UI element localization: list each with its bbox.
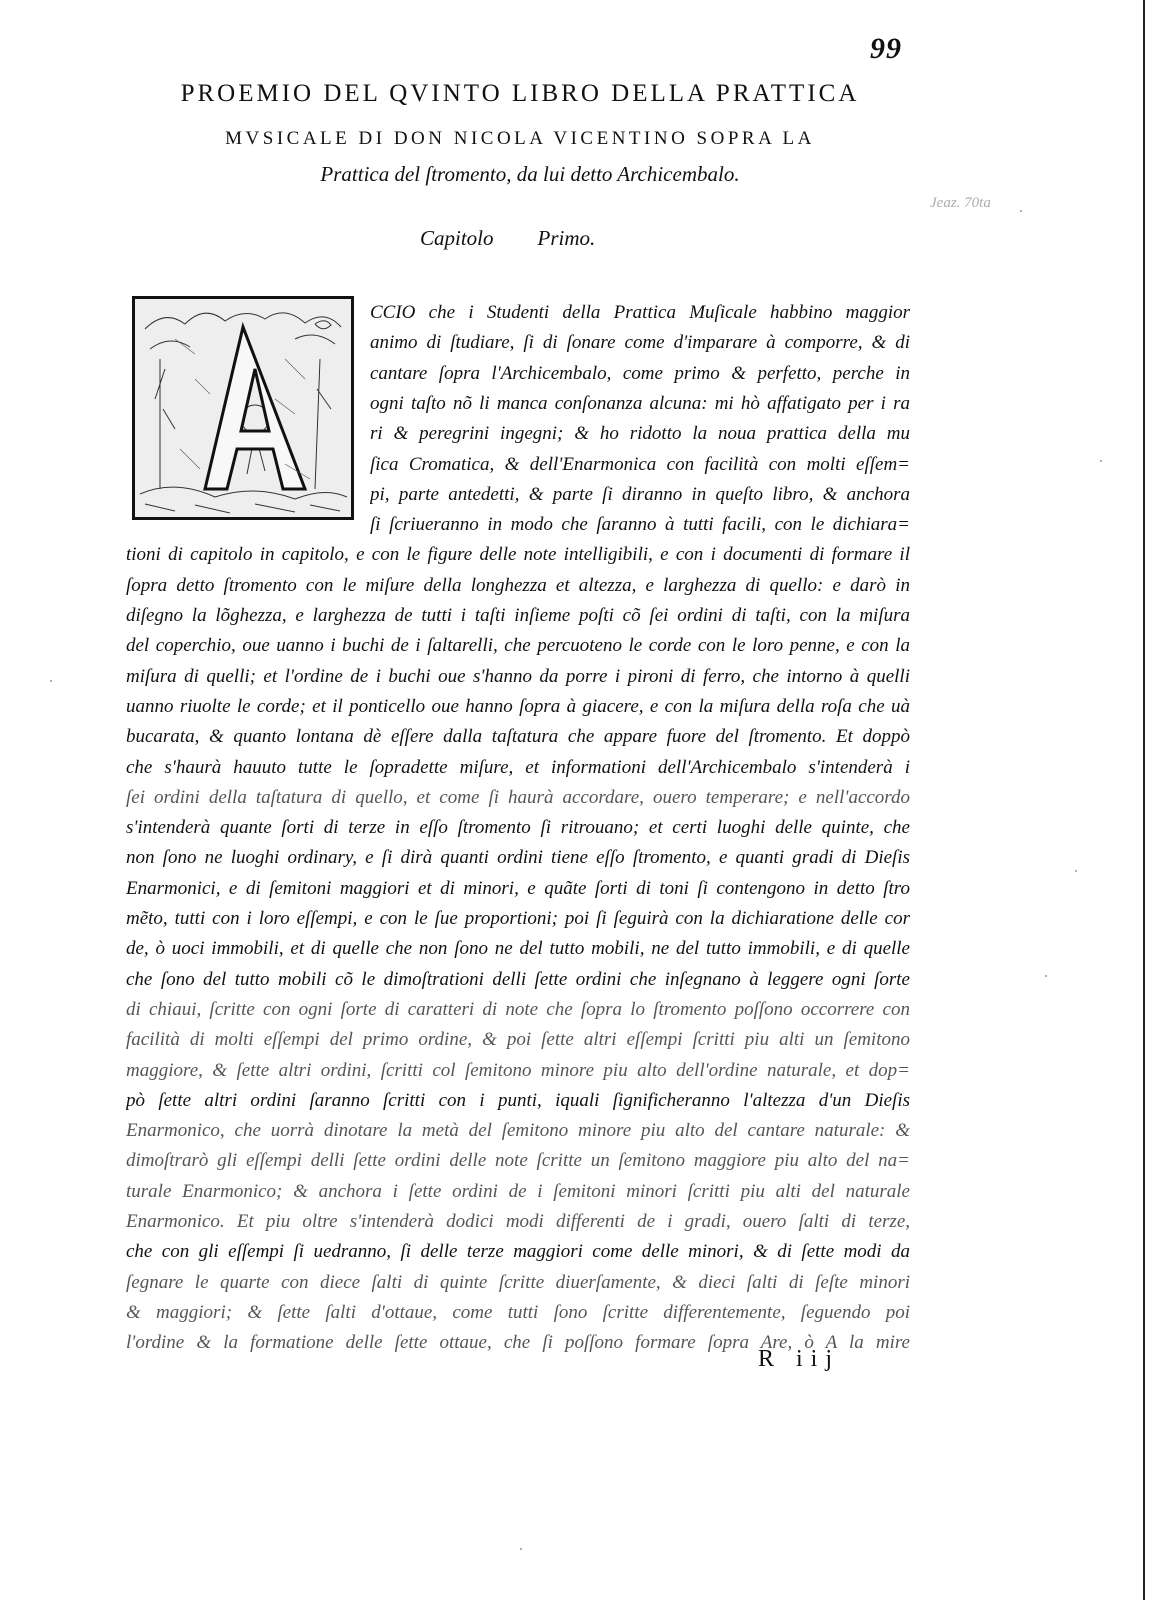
body-line: bucarata, & quanto lontana dè eſſere dalla taſtatura che appare fuore del ſtromento. Et doppò bbox=[126, 726, 910, 747]
body-line: l'ordine & la formatione delle ſette ottaue, che ſi poſſono formare ſopra Are, ò A la mire bbox=[126, 1332, 910, 1353]
chapter-heading bbox=[420, 226, 595, 251]
body-line: non ſono ne luoghi ordinary, e ſi dirà quanti ordini tiene eſſo ſtromento, e quanti gradi di Dieſis bbox=[126, 847, 910, 868]
scan-speck bbox=[50, 680, 52, 682]
page-number: 99 bbox=[870, 32, 902, 65]
scan-speck bbox=[1100, 460, 1102, 462]
body-line: & maggiori; & ſette ſalti d'ottaue, come tutti ſono ſcritte differentemente, ſeguendo poi bbox=[126, 1302, 910, 1323]
scan-edge-line bbox=[1143, 0, 1145, 1600]
body-line: mẽto, tutti con i loro eſſempi, e con le ſue proportioni; poi ſi ſeguirà con la dichiaratione delle cor bbox=[126, 908, 910, 929]
body-line: pò ſette altri ordini ſaranno ſcritti con i punti, iquali ſignificheranno l'altezza d'un Dieſis bbox=[126, 1090, 910, 1111]
body-line: miſura di quelli; et l'ordine de i buchi oue s'hanno da porre i pironi di ferro, che intorno à quelli bbox=[126, 666, 910, 687]
scan-speck bbox=[1020, 210, 1022, 212]
body-line: tioni di capitolo in capitolo, e con le figure delle note intelligibili, e con i documenti di formare il bbox=[126, 544, 910, 565]
chapter-word: Capitolo bbox=[420, 226, 494, 250]
body-line: pi, parte antedetti, & parte ſi diranno in queſto libro, & anchora bbox=[370, 484, 910, 505]
body-line: uanno riuolte le corde; et il ponticello oue hanno ſopra à giacere, e con la miſura della roſa che uà bbox=[126, 696, 910, 717]
body-line: Enarmonico. Et piu oltre s'intenderà dodici modi differenti de i gradi, ouero ſalti di terze, bbox=[126, 1211, 910, 1232]
body-line: Enarmonico, che uorrà dinotare la metà del ſemitono minore piu alto del cantare naturale: & bbox=[126, 1120, 910, 1141]
body-line: maggiore, & ſette altri ordini, ſcritti col ſemitono minore piu alto dell'ordine naturale, et dop= bbox=[126, 1060, 910, 1081]
body-line: diſegno la lõghezza, e larghezza de tutti i taſti inſieme poſti cõ ſei ordini di taſti, con la miſura bbox=[126, 605, 910, 626]
body-line: ſopra detto ſtromento con le miſure della longhezza et altezza, e larghezza di quello: e darò in bbox=[126, 575, 910, 596]
body-line: ſica Cromatica, & dell'Enarmonica con facilità con molti eſſem= bbox=[370, 454, 910, 475]
body-line: Enarmonici, e di ſemitoni maggiori et di minori, e quãte ſorti di toni ſi contengono in detto ſtro bbox=[126, 878, 910, 899]
signature-mark: R iij bbox=[758, 1346, 841, 1372]
chapter-number-word: Primo. bbox=[537, 226, 596, 250]
scan-speck bbox=[1075, 870, 1077, 872]
body-line: s'intenderà quante ſorti di terze in eſſo ſtromento ſi ritrouano; et certi luoghi delle quinte, che bbox=[126, 817, 910, 838]
body-line: che con gli eſſempi ſi uedranno, ſi delle terze maggiori come delle minori, & di ſette modi da bbox=[126, 1241, 910, 1262]
body-line: che ſono del tutto mobili cõ le dimoſtrationi delli ſette ordini che inſegnano à leggere ogni ſorte bbox=[126, 969, 910, 990]
scan-speck bbox=[1045, 975, 1047, 977]
body-line: che s'haurà hauuto tutte le ſopradette miſure, et informationi dell'Archicembalo s'intenderà i bbox=[126, 757, 910, 778]
margin-note: Jeaz. 70ta bbox=[930, 195, 991, 211]
body-line: facilità di molti eſſempi del primo ordine, & poi ſette altri eſſempi ſcritti piu alti un ſemitono bbox=[126, 1029, 910, 1050]
body-line: turale Enarmonico; & anchora i ſette ordini de i ſemitoni minori ſcritti piu alti del naturale bbox=[126, 1181, 910, 1202]
body-line: ri & peregrini ingegni; & ho ridotto la noua prattica della mu bbox=[370, 423, 910, 444]
body-line: cantare ſopra l'Archicembalo, come primo & perfetto, perche in bbox=[370, 363, 910, 384]
title-line-3: Prattica del ſtromento, da lui detto Archicembalo. bbox=[320, 162, 740, 186]
body-line: ſei ordini della taſtatura di quello, et come ſi haurà accordare, ouero temperare; e nell'accordo bbox=[126, 787, 910, 808]
title-line-2: MVSICALE DI DON NICOLA VICENTINO SOPRA LA bbox=[225, 128, 815, 149]
body-line: CCIO che i Studenti della Prattica Muſicale habbino maggior bbox=[370, 302, 910, 323]
decorated-initial-a bbox=[132, 296, 354, 520]
body-line: ſi ſcriueranno in modo che ſaranno à tutti facili, con le dichiara= bbox=[370, 514, 910, 535]
body-line: di chiaui, ſcritte con ogni ſorte di caratteri di note che ſopra lo ſtromento poſſono occorrere con bbox=[126, 999, 910, 1020]
title-line-1: PROEMIO DEL QVINTO LIBRO DELLA PRATTICA bbox=[180, 80, 860, 107]
body-line: de, ò uoci immobili, et di quelle che non ſono ne del tutto mobili, ne del tutto immobili, e di quelle bbox=[126, 938, 910, 959]
body-line: animo di ſtudiare, ſi di ſonare come d'imparare à comporre, & di bbox=[370, 332, 910, 353]
body-line: del coperchio, oue uanno i buchi de i ſaltarelli, che percuoteno le corde con le loro penne, e con la bbox=[126, 635, 910, 656]
body-line: ogni taſto nõ li manca conſonanza alcuna: mi hò affatigato per i ra bbox=[370, 393, 910, 414]
body-line: ſegnare le quarte con diece ſalti di quinte ſcritte diuerſamente, & dieci ſalti di ſeſte minori bbox=[126, 1272, 910, 1293]
woodcut-illustration bbox=[135, 299, 351, 517]
scan-speck bbox=[520, 1548, 522, 1550]
body-line: dimoſtrarò gli eſſempi delli ſette ordini delle note ſcritte un ſemitono maggiore piu alto del na= bbox=[126, 1150, 910, 1171]
